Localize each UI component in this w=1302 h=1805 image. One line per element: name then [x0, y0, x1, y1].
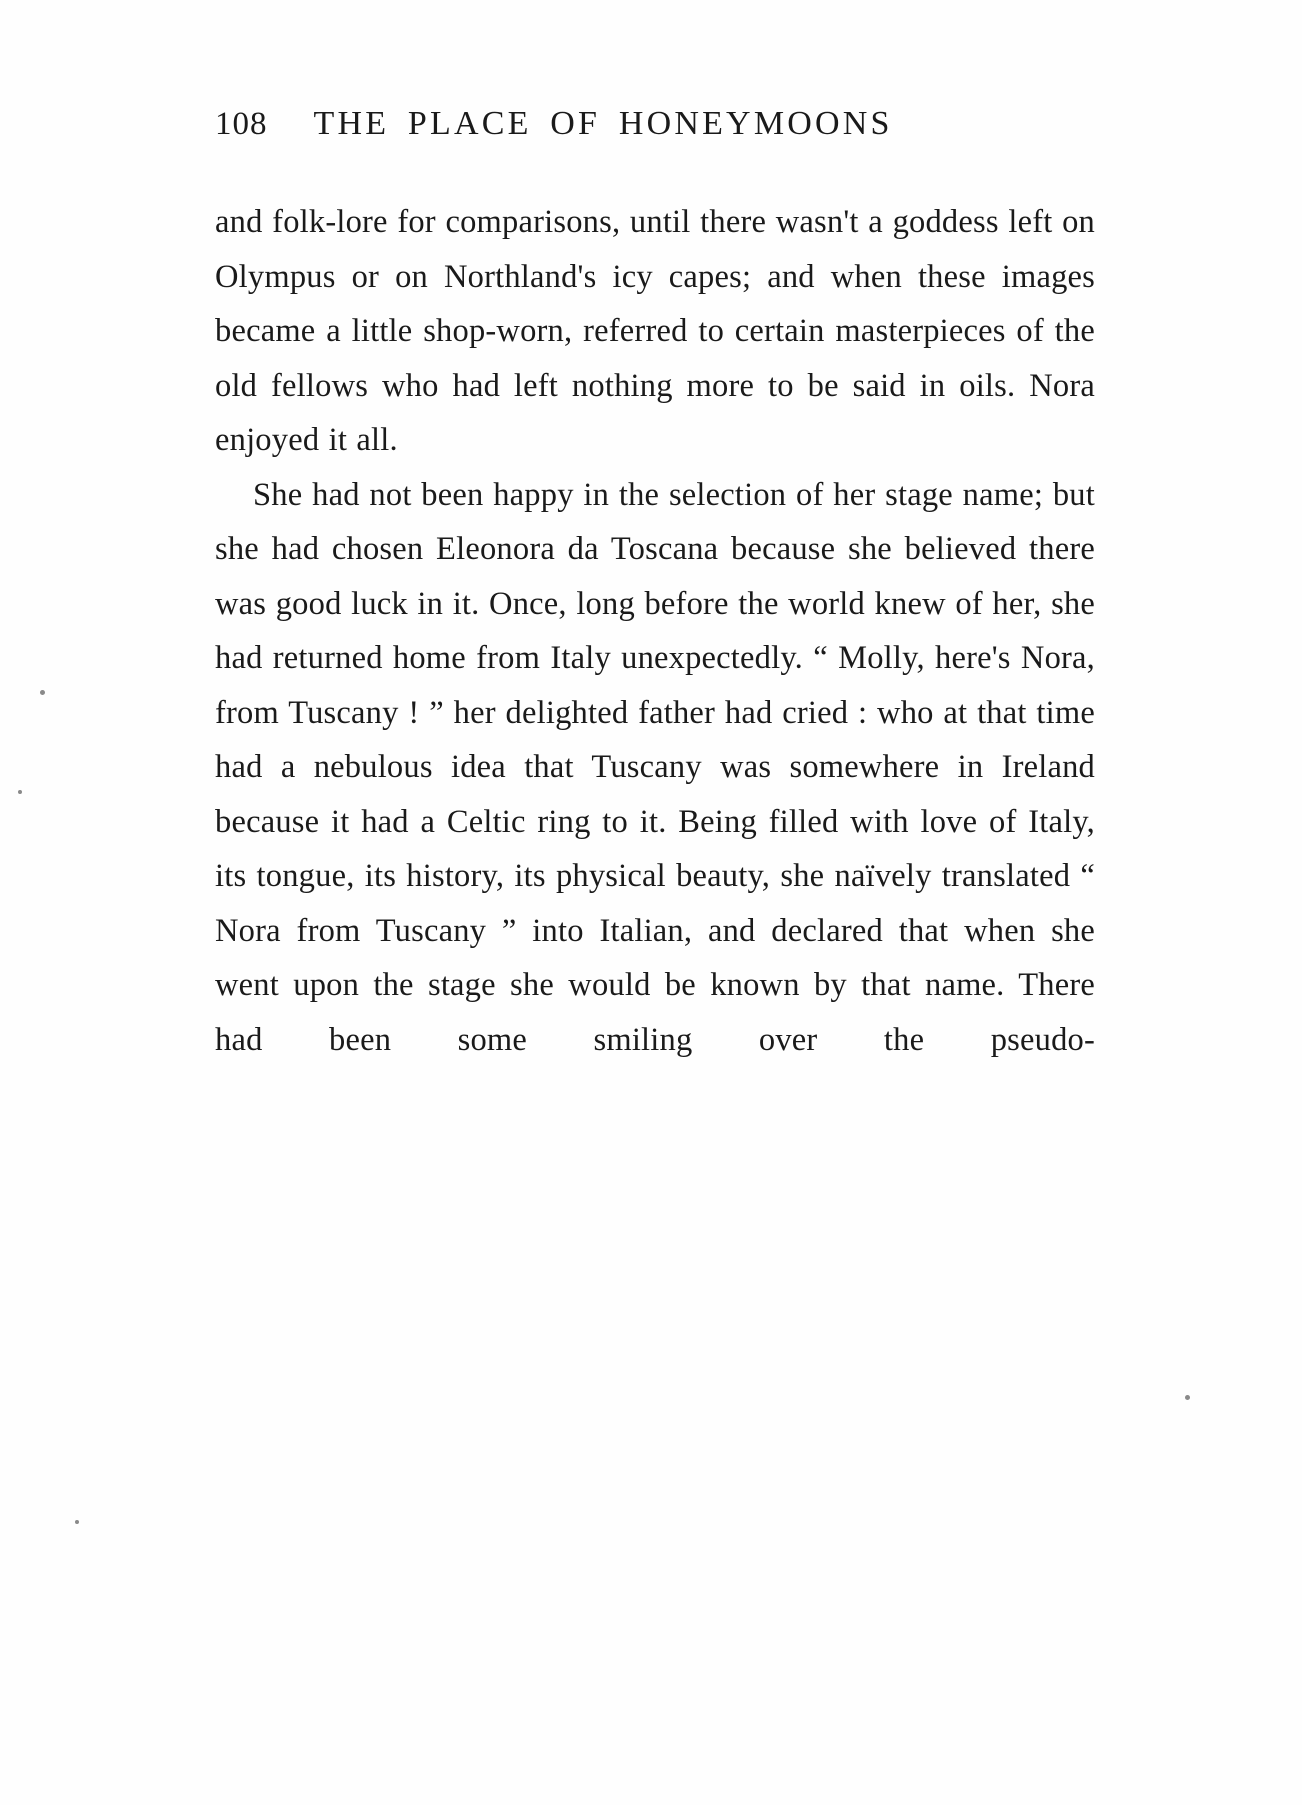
paper-speck: [75, 1520, 79, 1524]
page-number: 108: [215, 106, 268, 142]
running-head-title: THE PLACE OF HONEYMOONS: [313, 105, 893, 142]
paper-speck: [18, 790, 22, 794]
paper-speck: [40, 690, 45, 695]
paragraph-1: and folk-lore for comparisons, until there wasn't a goddess left on Olympus or on Northland's icy capes; and when these images became a little shop-worn, referred to certain masterpieces of the old fellows who had left nothing more to be said in oils. Nora enjoyed it all.: [215, 204, 1095, 458]
page-content: [215, 105, 1095, 1067]
paragraph-2: She had not been happy in the selection of her stage name; but she had chosen Eleonora da Toscana because she believed there was good luck in it. Once, long before the world knew of her, she had returned home from Italy unexpectedly. “ Molly, here's Nora, from Tuscany ! ” her delighted father had cried : who at that time had a nebulous idea that Tuscany was somewhere in Ireland because it had a Celtic ring to it. Being filled with love of Italy, its tongue, its history, its physical beauty, she naïvely translated “ Nora from Tuscany ” into Italian, and declared that when she went upon the stage she would be known by that name. There had been some smiling over the pseudo-: [215, 476, 1095, 1058]
paper-speck: [1185, 1395, 1190, 1400]
running-head: [215, 105, 1095, 143]
